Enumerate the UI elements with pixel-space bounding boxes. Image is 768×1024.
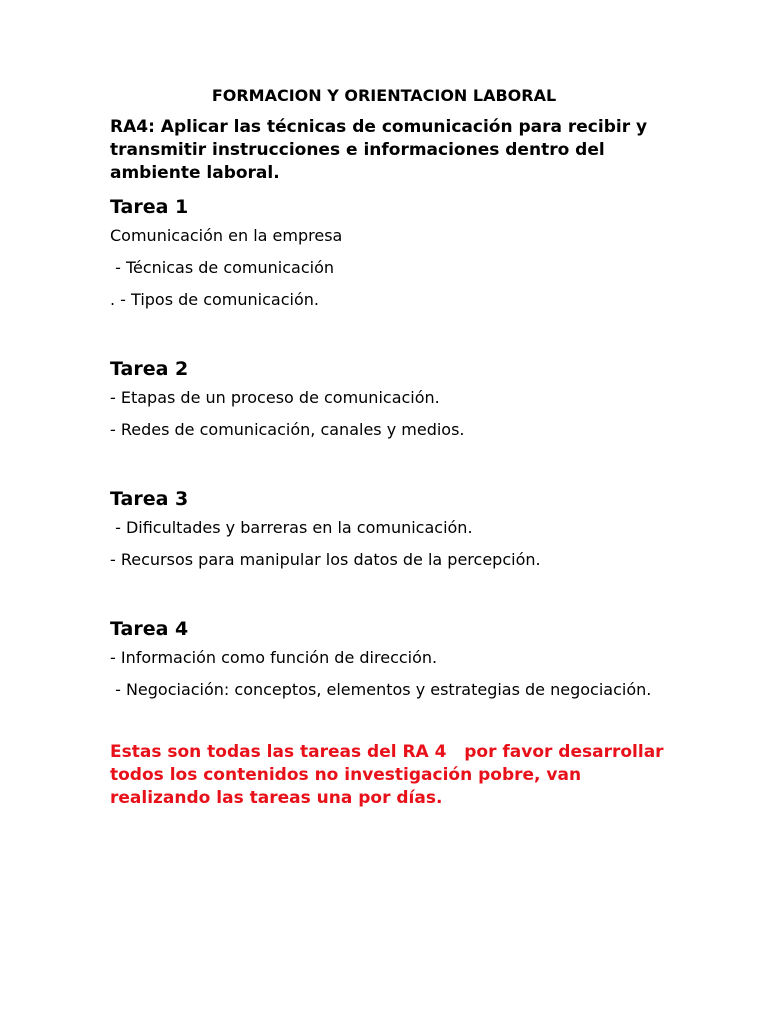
- tarea-1-item-3: . - Tipos de comunicación.: [110, 290, 319, 309]
- tarea-2-item-2: - Redes de comunicación, canales y medios.: [110, 420, 465, 439]
- tarea-4-heading: Tarea 4: [110, 618, 189, 640]
- tarea-4-section: [110, 615, 670, 701]
- tarea-2-section: [110, 355, 670, 441]
- tarea-1-section: [110, 193, 670, 311]
- tarea-3-heading: Tarea 3: [110, 488, 189, 510]
- document-page: [110, 84, 670, 810]
- tarea-4-item-2: - Negociación: conceptos, elementos y estrategias de negociación.: [110, 680, 652, 699]
- tarea-2-item-1: - Etapas de un proceso de comunicación.: [110, 388, 440, 407]
- closing-note: Estas son todas las tareas del RA 4 por favor desarrollar todos los contenidos no investigación pobre, van realizando las tareas una por días.: [110, 742, 670, 808]
- tarea-2-heading: Tarea 2: [110, 358, 189, 380]
- document-title: FORMACION Y ORIENTACION LABORAL: [211, 86, 557, 105]
- tarea-4-item-1: - Información como función de dirección.: [110, 648, 438, 667]
- tarea-3-item-2: - Recursos para manipular los datos de la percepción.: [110, 550, 541, 569]
- tarea-1-item-1: Comunicación en la empresa: [110, 226, 343, 245]
- tarea-1-heading: Tarea 1: [110, 196, 189, 218]
- tarea-1-item-2: - Técnicas de comunicación: [110, 258, 335, 277]
- tarea-3-section: [110, 485, 670, 571]
- tarea-3-item-1: - Dificultades y barreras en la comunicación.: [110, 518, 473, 537]
- learning-outcome: RA4: Aplicar las técnicas de comunicación para recibir y transmitir instrucciones e informaciones dentro del ambiente laboral.: [110, 117, 648, 183]
